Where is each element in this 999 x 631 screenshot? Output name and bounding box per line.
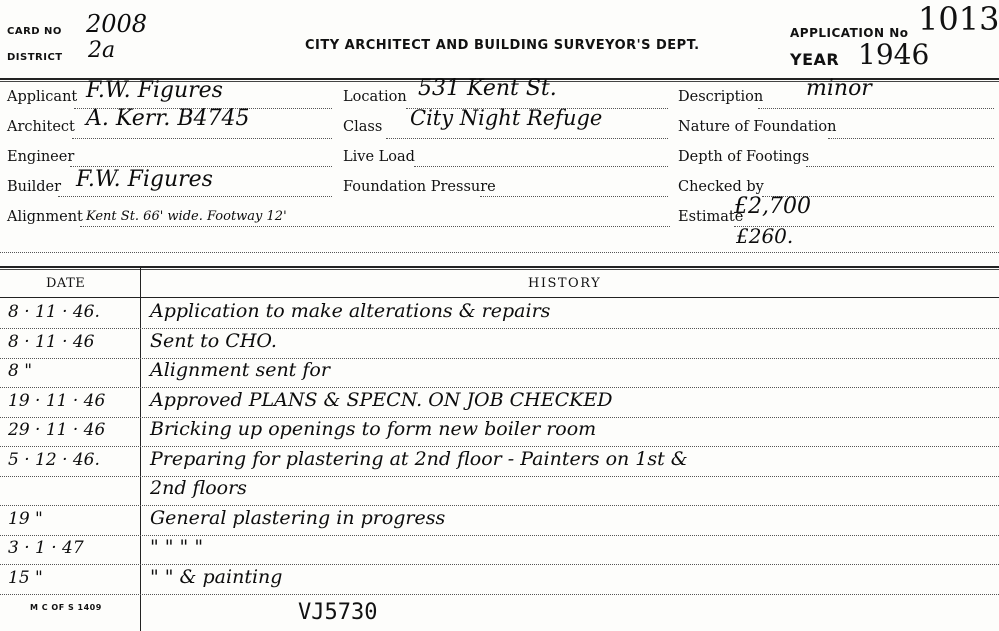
- location-label: Location: [343, 89, 407, 105]
- nature-of-foundation-label: Nature of Foundation: [678, 119, 837, 135]
- application-no-label: APPLICATION No: [790, 26, 909, 40]
- location-value: 531 Kent St.: [418, 76, 557, 101]
- architect-label: Architect: [7, 119, 75, 135]
- depth-of-footings-dotted-line: [806, 166, 994, 167]
- history-date: 29 · 11 · 46: [8, 420, 106, 440]
- builder-label: Builder: [7, 179, 62, 195]
- history-date: 5 · 12 · 46.: [8, 449, 100, 470]
- department-title: CITY ARCHITECT AND BUILDING SURVEYOR'S DEPT.: [305, 38, 700, 53]
- reference-number: VJ5730: [298, 600, 378, 625]
- depth-of-footings-label: Depth of Footings: [678, 149, 810, 165]
- estimate-value-1: £2,700: [734, 194, 811, 219]
- history-entry: 2nd floors: [150, 477, 247, 499]
- history-column-header: HISTORY: [528, 276, 602, 291]
- history-date: 3 · 1 · 47: [8, 538, 84, 558]
- history-date: 19 · 11 · 46: [8, 390, 106, 411]
- history-entry: Bricking up openings to form new boiler room: [150, 418, 597, 440]
- history-date: 8 ": [8, 361, 33, 381]
- history-entry: " " & painting: [150, 565, 283, 588]
- history-date: 8 · 11 · 46.: [8, 302, 100, 322]
- history-rule-top-2: [0, 269, 999, 270]
- nature-of-foundation-dotted-line: [828, 138, 994, 139]
- checked-by-label: Checked by: [678, 179, 764, 195]
- history-entry: " " " ": [150, 536, 204, 558]
- class-value: City Night Refuge: [410, 106, 603, 130]
- alignment-value: Kent St. 66' wide. Footway 12': [86, 209, 287, 224]
- history-entry: General plastering in progress: [150, 506, 446, 529]
- history-entry: Sent to CHO.: [150, 329, 277, 352]
- estimate-label: Estimate: [678, 209, 744, 225]
- description-value: minor: [806, 76, 872, 101]
- description-dotted-line: [758, 108, 994, 109]
- year-label: YEAR: [790, 50, 840, 69]
- form-number: M C OF S 1409: [30, 603, 102, 612]
- date-column-divider: [140, 268, 141, 631]
- class-dotted-line: [386, 138, 668, 139]
- history-row-line: [0, 594, 999, 595]
- builder-value: F.W. Figures: [76, 167, 213, 192]
- history-entry: Preparing for plastering at 2nd floor - Painters on 1st &: [150, 447, 688, 470]
- alignment-dotted-line: [80, 226, 670, 227]
- architect-value: A. Kerr. B4745: [86, 106, 250, 131]
- history-date: 15 ": [8, 567, 43, 588]
- builder-dotted-line: [58, 196, 332, 197]
- live-load-dotted-line: [414, 166, 668, 167]
- foundation-pressure-label: Foundation Pressure: [343, 179, 496, 195]
- estimate-value-2: £260.: [736, 224, 794, 248]
- application-no-value: 1013: [918, 0, 999, 38]
- date-column-header: DATE: [46, 276, 86, 291]
- description-label: Description: [678, 89, 764, 105]
- section-dotted-line: [0, 252, 999, 253]
- history-entry: Application to make alterations & repairs: [150, 300, 551, 322]
- architect-dotted-line: [72, 138, 332, 139]
- district-label: DISTRICT: [7, 52, 63, 63]
- card-no-label: CARD NO: [7, 26, 62, 37]
- history-entry: Approved PLANS & SPECN. ON JOB CHECKED: [150, 388, 613, 411]
- history-entry: Alignment sent for: [150, 359, 330, 381]
- alignment-label: Alignment: [7, 209, 83, 225]
- engineer-label: Engineer: [7, 149, 75, 165]
- live-load-label: Live Load: [343, 149, 415, 165]
- applicant-value: F.W. Figures: [86, 78, 223, 103]
- history-header-rule: [0, 297, 999, 298]
- applicant-label: Applicant: [7, 89, 78, 105]
- foundation-pressure-dotted-line: [480, 196, 668, 197]
- history-date: 8 · 11 · 46: [8, 331, 95, 352]
- district-value: 2a: [88, 38, 116, 63]
- history-date: 19 ": [8, 508, 43, 529]
- year-value: 1946: [858, 38, 930, 71]
- estimate-dotted-line: [734, 226, 994, 227]
- class-label: Class: [343, 119, 383, 135]
- card-no-value: 2008: [86, 10, 148, 38]
- history-rule-top: [0, 266, 999, 268]
